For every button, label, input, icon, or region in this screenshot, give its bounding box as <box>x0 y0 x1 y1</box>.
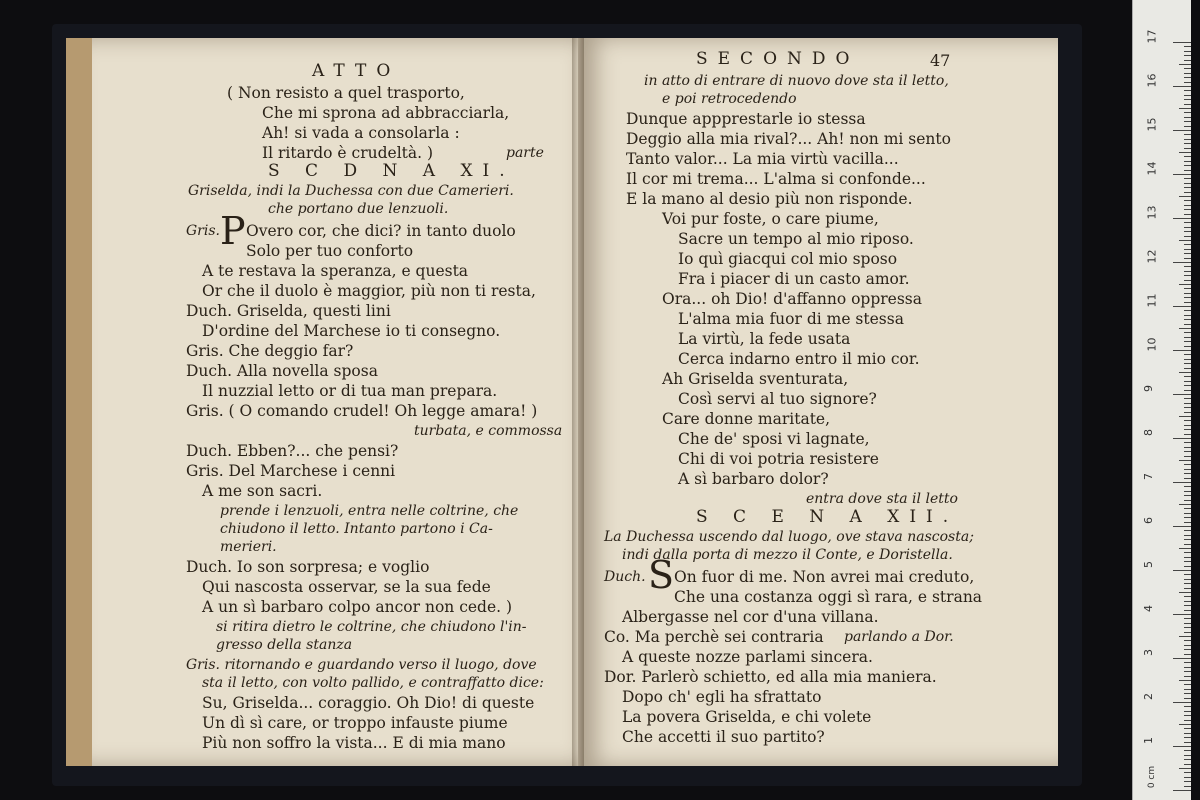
ruler-tick <box>1184 354 1191 355</box>
ruler-tick <box>1184 662 1191 663</box>
text-line: A un sì barbaro colpo ancor non cede. ) <box>202 598 513 616</box>
ruler-tick <box>1184 429 1191 430</box>
ruler-tick <box>1184 183 1191 184</box>
ruler-tick <box>1184 381 1191 382</box>
running-header-right: SECONDO <box>696 49 860 69</box>
ruler-tick <box>1184 451 1191 452</box>
text-line: Or che il duolo è maggior, più non ti resta, <box>202 282 536 300</box>
ruler-tick <box>1173 86 1191 87</box>
ruler-tick <box>1184 442 1191 443</box>
ruler-tick <box>1179 548 1191 549</box>
ruler-tick <box>1173 306 1191 307</box>
ruler-tick <box>1173 438 1191 439</box>
ruler-tick <box>1184 324 1191 325</box>
ruler-tick <box>1184 552 1191 553</box>
ruler-tick <box>1173 702 1191 703</box>
ruler-tick <box>1184 161 1191 162</box>
text-line: Che mi sprona ad abbracciarla, <box>262 104 510 122</box>
stage-direction: indi dalla porta di mezzo il Conte, e Doristella. <box>622 547 953 563</box>
ruler-tick <box>1184 596 1191 597</box>
ruler-tick <box>1184 781 1191 782</box>
text-line: Fra i piacer di un casto amor. <box>678 270 910 288</box>
ruler-tick <box>1184 720 1191 721</box>
ruler-tick <box>1184 236 1191 237</box>
text-line: Duch. Ebben?... che pensi? <box>186 442 399 460</box>
ruler-tick <box>1179 328 1191 329</box>
text-line: Io quì giacqui col mio sposo <box>678 250 898 268</box>
ruler-tick <box>1173 130 1191 131</box>
ruler-tick <box>1173 262 1191 263</box>
text-line: Su, Griselda... coraggio. Oh Dio! di queste <box>202 694 535 712</box>
ruler-tick <box>1184 121 1191 122</box>
ruler-tick <box>1184 671 1191 672</box>
ruler-tick <box>1184 601 1191 602</box>
stage-direction: entra dove sta il letto <box>806 491 958 507</box>
ruler-tick <box>1184 579 1191 580</box>
ruler-tick <box>1184 266 1191 267</box>
ruler-tick <box>1184 332 1191 333</box>
stage-direction: parlando a Dor. <box>844 629 954 645</box>
ruler-tick <box>1179 196 1191 197</box>
ruler-tick <box>1184 68 1191 69</box>
text-line: A me son sacri. <box>202 482 323 500</box>
ruler-tick <box>1184 544 1191 545</box>
text-line: Duch. Alla novella sposa <box>186 362 378 380</box>
ruler-tick <box>1184 478 1191 479</box>
ruler-label: 5 <box>1142 561 1155 568</box>
book-gutter <box>572 38 584 766</box>
ruler-tick <box>1184 522 1191 523</box>
ruler-tick <box>1179 64 1191 65</box>
ruler-tick <box>1184 486 1191 487</box>
ruler-tick <box>1184 491 1191 492</box>
ruler-tick <box>1184 82 1191 83</box>
ruler-tick <box>1184 750 1191 751</box>
ruler-tick <box>1184 640 1191 641</box>
ruler-tick <box>1184 588 1191 589</box>
text-line: Gris. Che deggio far? <box>186 342 354 360</box>
text-line: Che de' sposi vi lagnate, <box>678 430 870 448</box>
ruler-tick <box>1184 469 1191 470</box>
ruler-tick <box>1184 737 1191 738</box>
ruler-tick <box>1184 447 1191 448</box>
stage-direction: parte <box>506 145 544 161</box>
text-line: Tanto valor... La mia virtù vacilla... <box>626 150 899 168</box>
ruler-tick <box>1173 174 1191 175</box>
ruler-tick <box>1184 764 1191 765</box>
ruler-tick <box>1184 689 1191 690</box>
text-line: Ora... oh Dio! d'affanno oppressa <box>662 290 922 308</box>
ruler-tick <box>1184 60 1191 61</box>
drop-cap: P <box>220 209 246 253</box>
ruler-tick <box>1173 482 1191 483</box>
ruler-tick <box>1184 244 1191 245</box>
ruler-tick <box>1179 592 1191 593</box>
ruler-tick <box>1184 645 1191 646</box>
ruler-tick <box>1179 152 1191 153</box>
ruler-tick <box>1184 90 1191 91</box>
ruler-tick <box>1184 337 1191 338</box>
ruler-label: 12 <box>1145 249 1159 264</box>
ruler-tick <box>1184 777 1191 778</box>
ruler-tick <box>1173 570 1191 571</box>
ruler-tick <box>1184 684 1191 685</box>
ruler-tick <box>1184 728 1191 729</box>
text-line: Ah Griselda sventurata, <box>662 370 849 388</box>
ruler-tick <box>1184 165 1191 166</box>
ruler-tick <box>1173 790 1191 791</box>
text-line: Albergasse nel cor d'una villana. <box>622 608 879 626</box>
text-line: On fuor di me. Non avrei mai creduto, <box>674 568 975 586</box>
ruler-tick <box>1184 574 1191 575</box>
ruler-tick <box>1184 205 1191 206</box>
ruler-tick <box>1184 742 1191 743</box>
stage-direction: La Duchessa uscendo dal luogo, ove stava nascosta; <box>604 529 974 545</box>
ruler-tick <box>1179 768 1191 769</box>
ruler-tick <box>1184 786 1191 787</box>
ruler-tick <box>1173 350 1191 351</box>
ruler-tick <box>1184 649 1191 650</box>
ruler-tick <box>1184 134 1191 135</box>
ruler-tick <box>1184 627 1191 628</box>
ruler-tick <box>1184 148 1191 149</box>
ruler-label: 11 <box>1145 293 1159 308</box>
ruler-tick <box>1184 693 1191 694</box>
ruler-tick <box>1184 126 1191 127</box>
ruler-tick <box>1184 425 1191 426</box>
ruler-tick <box>1173 42 1191 43</box>
ruler-tick <box>1179 460 1191 461</box>
text-line: ( Non resisto a quel trasporto, <box>227 84 465 102</box>
ruler-tick <box>1184 341 1191 342</box>
ruler-tick <box>1184 55 1191 56</box>
ruler-tick <box>1184 95 1191 96</box>
ruler-tick <box>1184 464 1191 465</box>
stage-direction: che portano due lenzuoli. <box>268 201 449 217</box>
ruler-tick <box>1184 495 1191 496</box>
ruler-tick <box>1184 412 1191 413</box>
ruler-label: 9 <box>1142 385 1155 392</box>
page-number: 47 <box>930 51 951 70</box>
text-line: Dopo ch' egli ha sfrattato <box>622 688 822 706</box>
ruler-tick <box>1184 214 1191 215</box>
ruler-tick <box>1179 416 1191 417</box>
text-line: Chi di voi potria resistere <box>678 450 879 468</box>
text-line: A sì barbaro dolor? <box>678 470 829 488</box>
text-line: Che accetti il suo partito? <box>622 728 825 746</box>
ruler-tick <box>1184 139 1191 140</box>
ruler-tick <box>1184 271 1191 272</box>
ruler-tick <box>1184 517 1191 518</box>
ruler-tick <box>1184 513 1191 514</box>
ruler-tick <box>1184 539 1191 540</box>
ruler-label: 7 <box>1142 473 1155 480</box>
ruler-tick <box>1184 500 1191 501</box>
ruler-tick <box>1184 200 1191 201</box>
ruler-label: 0 cm <box>1147 765 1158 789</box>
text-line: Un dì sì care, or troppo infauste piume <box>202 714 508 732</box>
ruler-label: 13 <box>1145 205 1159 220</box>
stage-direction: merieri. <box>220 539 277 555</box>
text-line: Duch. Io son sorpresa; e voglio <box>186 558 430 576</box>
stage-direction: turbata, e commossa <box>414 423 563 439</box>
ruler-tick <box>1179 724 1191 725</box>
stage-direction: in atto di entrare di nuovo dove sta il letto, <box>644 73 949 89</box>
text-line: Il nuzzial letto or di tua man prepara. <box>202 382 498 400</box>
ruler-tick <box>1184 420 1191 421</box>
ruler-label: 14 <box>1145 161 1159 176</box>
ruler-tick <box>1184 280 1191 281</box>
ruler-tick <box>1179 240 1191 241</box>
ruler-label: 17 <box>1145 29 1159 44</box>
text-line: Ah! si vada a consolarla : <box>262 124 460 142</box>
text-line: L'alma mia fuor di me stessa <box>678 310 904 328</box>
speaker-label: Duch. <box>604 569 646 585</box>
stage-direction: Griselda, indi la Duchessa con due Camerieri. <box>188 183 514 199</box>
text-line: Duch. Griselda, questi lini <box>186 302 391 320</box>
ruler-tick <box>1184 346 1191 347</box>
ruler-tick <box>1184 654 1191 655</box>
stage-direction: prende i lenzuoli, entra nelle coltrine, che <box>220 503 519 519</box>
drop-cap: S <box>648 553 675 597</box>
stage-direction: chiudono il letto. Intanto partono i Ca- <box>220 521 493 537</box>
ruler-tick <box>1184 359 1191 360</box>
ruler-label: 15 <box>1145 117 1159 132</box>
ruler-tick <box>1184 258 1191 259</box>
ruler-tick <box>1184 222 1191 223</box>
ruler-tick <box>1184 288 1191 289</box>
text-line: Deggio alla mia rival?... Ah! non mi sento <box>626 130 951 148</box>
ruler-tick <box>1184 623 1191 624</box>
ruler-tick <box>1184 605 1191 606</box>
ruler-label: 6 <box>1142 517 1155 524</box>
text-line: Più non soffro la vista... E di mia mano <box>202 734 506 752</box>
ruler-tick <box>1184 698 1191 699</box>
text-line: E la mano al desio più non risponde. <box>626 190 913 208</box>
ruler-tick <box>1184 706 1191 707</box>
ruler-tick <box>1184 227 1191 228</box>
ruler-tick <box>1184 583 1191 584</box>
text-line: D'ordine del Marchese io ti consegno. <box>202 322 501 340</box>
ruler-tick <box>1184 363 1191 364</box>
measurement-ruler <box>1132 0 1191 800</box>
speaker-label: Gris. <box>186 223 220 239</box>
text-line: Gris. ( O comando crudel! Oh legge amara! ) <box>186 402 538 420</box>
ruler-label: 4 <box>1142 605 1155 612</box>
ruler-tick <box>1184 99 1191 100</box>
text-line: La virtù, la fede usata <box>678 330 851 348</box>
ruler-tick <box>1179 504 1191 505</box>
ruler-tick <box>1184 535 1191 536</box>
ruler-tick <box>1179 636 1191 637</box>
ruler-tick <box>1184 192 1191 193</box>
ruler-label: 16 <box>1145 73 1159 88</box>
ruler-tick <box>1173 218 1191 219</box>
ruler-tick <box>1184 231 1191 232</box>
ruler-tick <box>1184 297 1191 298</box>
ruler-tick <box>1179 284 1191 285</box>
text-line: A queste nozze parlami sincera. <box>622 648 873 666</box>
stage-direction: Gris. ritornando e guardando verso il luogo, dove <box>186 657 537 673</box>
text-line: Qui nascosta osservar, se la sua fede <box>202 578 491 596</box>
ruler-tick <box>1184 610 1191 611</box>
ruler-tick <box>1184 112 1191 113</box>
ruler-tick <box>1184 473 1191 474</box>
ruler-tick <box>1184 759 1191 760</box>
ruler-tick <box>1184 530 1191 531</box>
ruler-tick <box>1184 46 1191 47</box>
ruler-tick <box>1184 398 1191 399</box>
ruler-tick <box>1184 508 1191 509</box>
ruler-tick <box>1184 170 1191 171</box>
ruler-tick <box>1184 319 1191 320</box>
ruler-tick <box>1184 456 1191 457</box>
text-line: Overo cor, che dici? in tanto duolo <box>246 222 516 240</box>
scene-heading: S C D N A XI. <box>268 161 515 181</box>
ruler-label: 2 <box>1142 693 1155 700</box>
ruler-tick <box>1173 394 1191 395</box>
text-line: Dunque appprestarle io stessa <box>626 110 866 128</box>
ruler-tick <box>1173 526 1191 527</box>
ruler-tick <box>1184 143 1191 144</box>
ruler-tick <box>1184 390 1191 391</box>
ruler-label: 1 <box>1142 737 1155 744</box>
ruler-tick <box>1184 676 1191 677</box>
text-line: Care donne maritate, <box>662 410 831 428</box>
ruler-tick <box>1184 253 1191 254</box>
text-line: Solo per tuo conforto <box>246 242 414 260</box>
text-line: Il cor mi trema... L'alma si confonde... <box>626 170 926 188</box>
ruler-tick <box>1184 209 1191 210</box>
stage-direction: e poi retrocedendo <box>662 91 797 107</box>
ruler-tick <box>1184 368 1191 369</box>
text-line: Il ritardo è crudeltà. ) <box>262 144 434 162</box>
ruler-tick <box>1184 77 1191 78</box>
ruler-tick <box>1184 156 1191 157</box>
ruler-tick <box>1184 376 1191 377</box>
ruler-tick <box>1184 117 1191 118</box>
ruler-tick <box>1173 658 1191 659</box>
ruler-tick <box>1173 746 1191 747</box>
ruler-tick <box>1184 561 1191 562</box>
text-line: A te restava la speranza, e questa <box>202 262 469 280</box>
ruler-tick <box>1184 618 1191 619</box>
text-line: Così servi al tuo signore? <box>678 390 877 408</box>
ruler-tick <box>1184 104 1191 105</box>
ruler-tick <box>1184 187 1191 188</box>
stage-direction: gresso della stanza <box>216 637 353 653</box>
ruler-tick <box>1184 310 1191 311</box>
text-line: Che una costanza oggi sì rara, e strana <box>674 588 983 606</box>
ruler-tick <box>1184 302 1191 303</box>
ruler-tick <box>1184 293 1191 294</box>
ruler-tick <box>1179 372 1191 373</box>
ruler-tick <box>1184 385 1191 386</box>
right-page <box>578 38 1058 766</box>
ruler-tick <box>1184 403 1191 404</box>
ruler-tick <box>1184 733 1191 734</box>
stage-direction: sta il letto, con volto pallido, e contraffatto dice: <box>202 675 544 691</box>
ruler-label: 10 <box>1145 337 1159 352</box>
ruler-tick <box>1184 755 1191 756</box>
text-line: La povera Griselda, e chi volete <box>622 708 872 726</box>
ruler-label: 8 <box>1142 429 1155 436</box>
ruler-tick <box>1184 407 1191 408</box>
scene-heading: S C E N A XII. <box>696 507 959 527</box>
ruler-tick <box>1184 632 1191 633</box>
ruler-tick <box>1179 680 1191 681</box>
ruler-tick <box>1184 178 1191 179</box>
ruler-tick <box>1173 614 1191 615</box>
ruler-tick <box>1184 667 1191 668</box>
text-line: Cerca indarno entro il mio cor. <box>678 350 920 368</box>
ruler-tick <box>1184 711 1191 712</box>
ruler-tick <box>1184 772 1191 773</box>
ruler-tick <box>1184 315 1191 316</box>
text-line: Gris. Del Marchese i cenni <box>186 462 396 480</box>
ruler-tick <box>1184 73 1191 74</box>
ruler-tick <box>1184 434 1191 435</box>
ruler-tick <box>1184 51 1191 52</box>
ruler-tick <box>1184 249 1191 250</box>
ruler-tick <box>1184 557 1191 558</box>
ruler-label: 3 <box>1142 649 1155 656</box>
ruler-tick <box>1184 566 1191 567</box>
text-line: Voi pur foste, o care piume, <box>662 210 879 228</box>
running-header-left: ATTO <box>312 61 401 81</box>
stage-direction: si ritira dietro le coltrine, che chiudono l'in- <box>216 619 527 635</box>
text-line: Sacre un tempo al mio riposo. <box>678 230 914 248</box>
left-page <box>66 38 604 766</box>
ruler-tick <box>1184 275 1191 276</box>
ruler-tick <box>1184 715 1191 716</box>
text-line: Dor. Parlerò schietto, ed alla mia maniera. <box>604 668 937 686</box>
ruler-tick <box>1179 108 1191 109</box>
text-line: Co. Ma perchè sei contraria <box>604 628 824 646</box>
